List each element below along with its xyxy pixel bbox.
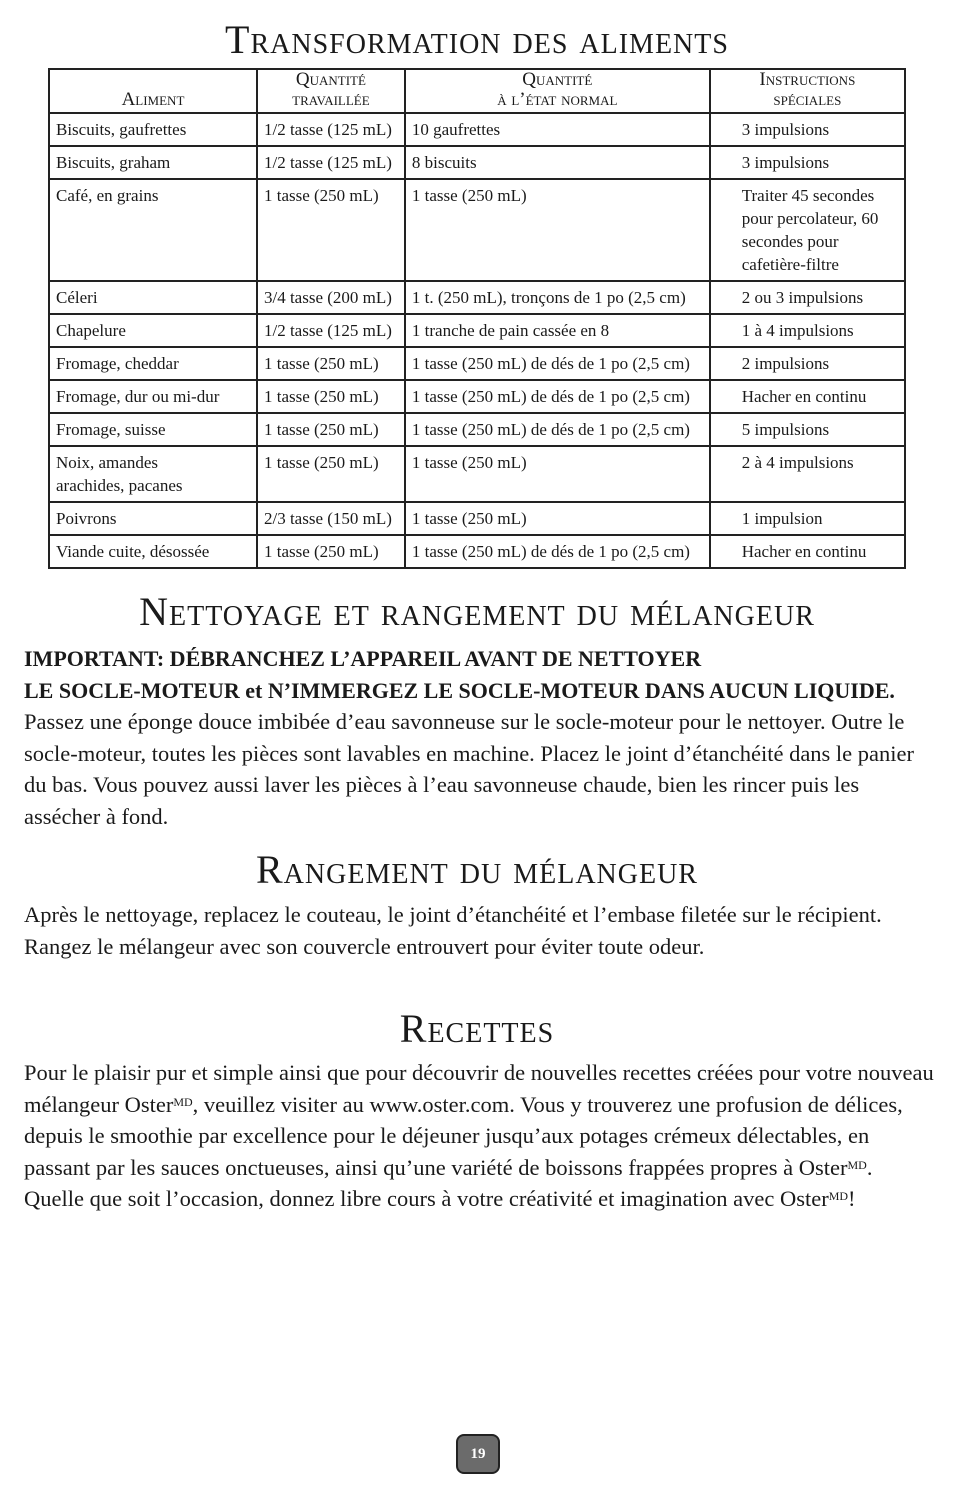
header-special-instructions: Instructions spéciales [710,69,905,113]
cell-normal: 1 tasse (250 mL) de dés de 1 po (2,5 cm) [405,413,710,446]
cell-processed: 1 tasse (250 mL) [257,413,405,446]
cleaning-body: Passez une éponge douce imbibée d’eau savonneuse sur le socle-moteur pour le nettoyer. Outre le socle-moteur, toutes les pièces sont lavables en machine. Placez le joint d’étanchéité dans le panier du bas. Vous pouvez aussi laver les pièces à l’eau savonneuse chaude, bien les rincer puis les assécher à fond. [24,709,915,829]
recipes-text-4: ! [848,1186,856,1211]
cell-processed: 1 tasse (250 mL) [257,179,405,281]
cell-normal: 1 tasse (250 mL) [405,179,710,281]
cell-food: Fromage, dur ou mi-dur [49,380,257,413]
cell-normal: 1 t. (250 mL), tronçons de 1 po (2,5 cm) [405,281,710,314]
cell-food: Fromage, suisse [49,413,257,446]
recipes-text-1: Pour le plaisir pur et simple ainsi que pour découvrir de nouvelles recettes créées pour votre nouveau mélangeur Oster [24,1060,934,1117]
table-row [49,347,905,380]
cell-food: Biscuits, graham [49,146,257,179]
cell-processed: 2/3 tasse (150 mL) [257,502,405,535]
section-title-cleaning: Nettoyage et rangement du mélangeur [139,589,815,634]
warning-line-2: LE SOCLE-MOTEUR et N’IMMERGEZ LE SOCLE-MOTEUR DANS AUCUN LIQUIDE. [24,677,895,703]
recipes-paragraph [24,1057,934,1215]
cell-food: Poivrons [49,502,257,535]
warning-line-1: IMPORTANT: DÉBRANCHEZ L’APPAREIL AVANT DE NETTOYER [24,646,702,671]
table-row [49,446,905,502]
cell-food: Biscuits, gaufrettes [49,113,257,146]
trademark-mark: MD [828,1189,849,1203]
table-row [49,113,905,146]
cell-normal: 1 tasse (250 mL) de dés de 1 po (2,5 cm) [405,347,710,380]
section-title-food-processing: Transformation des aliments [225,17,729,62]
table-row [49,413,905,446]
cell-normal: 1 tasse (250 mL) de dés de 1 po (2,5 cm) [405,535,710,568]
cell-processed: 3/4 tasse (200 mL) [257,281,405,314]
table-row [49,146,905,179]
cell-processed: 1/2 tasse (125 mL) [257,113,405,146]
section-title-recipes: Recettes [399,1006,555,1051]
cell-processed: 1/2 tasse (125 mL) [257,146,405,179]
cell-food: Café, en grains [49,179,257,281]
cell-instructions: Traiter 45 secondes pour percolateur, 60 secondes pour cafetière-filtre [710,179,905,281]
cell-instructions: 2 à 4 impulsions [710,446,905,502]
table-row [49,380,905,413]
cell-normal: 1 tranche de pain cassée en 8 [405,314,710,347]
cell-instructions: 1 impulsion [710,502,905,535]
recipes-text-2: , veuillez visiter au www.oster.com. Vous y trouverez une profusion de délices, depuis le smoothie par excellence pour le déjeuner jusqu’aux potages crémeux délectables, en passant par les sauces onctueuses, ainsi qu’une variété de boissons frappées propres à Oster [24,1091,903,1180]
cell-normal: 8 biscuits [405,146,710,179]
cell-instructions: Hacher en continu [710,380,905,413]
cell-instructions: 3 impulsions [710,113,905,146]
cell-instructions: 2 ou 3 impulsions [710,281,905,314]
cell-instructions: 1 à 4 impulsions [710,314,905,347]
cell-processed: 1/2 tasse (125 mL) [257,314,405,347]
page-number-badge: 19 [456,1434,500,1474]
cell-normal: 1 tasse (250 mL) de dés de 1 po (2,5 cm) [405,380,710,413]
cell-food: Viande cuite, désossée [56,542,210,561]
trademark-mark: MD [847,1157,867,1172]
cell-processed: 1 tasse (250 mL) [257,446,405,502]
recipes-text-3: . Quelle que soit l’occasion, donnez libre cours à votre créativité et imagination avec Oster [24,1154,873,1211]
cell-instructions: 3 impulsions [710,146,905,179]
cell-normal: 1 tasse (250 mL) [405,446,710,502]
header-food: Aliment [49,69,257,113]
cell-normal: 10 gaufrettes [405,113,710,146]
cell-instructions: 2 impulsions [710,347,905,380]
food-processing-table [48,68,906,569]
trademark-mark: MD [173,1094,193,1109]
table-row [49,535,905,568]
cell-normal: 1 tasse (250 mL) [405,502,710,535]
cell-food: Fromage, cheddar [49,347,257,380]
table-row [49,281,905,314]
table-row [49,314,905,347]
header-processed-quantity: Quantité travaillée [257,69,405,113]
cell-instructions: 5 impulsions [710,413,905,446]
cell-processed: 1 tasse (250 mL) [257,380,405,413]
table-header-row [49,69,905,113]
header-normal-quantity: Quantité à l’état normal [405,69,710,113]
section-title-storage: Rangement du mélangeur [256,847,698,892]
cell-processed: 1 tasse (250 mL) [257,347,405,380]
cell-processed: 1 tasse (250 mL) [257,535,405,568]
storage-paragraph: Après le nettoyage, replacez le couteau, le joint d’étanchéité et l’embase filetée sur le récipient. Rangez le mélangeur avec son couvercle entrouvert pour éviter toute odeur. [24,902,882,959]
table-row [49,502,905,535]
table-row [49,179,905,281]
cell-food: Chapelure [49,314,257,347]
cell-food: Noix, amandes arachides, pacanes [49,446,257,502]
cleaning-paragraph [24,643,934,832]
cell-food: Céleri [49,281,257,314]
cell-instructions: Hacher en continu [710,535,905,568]
